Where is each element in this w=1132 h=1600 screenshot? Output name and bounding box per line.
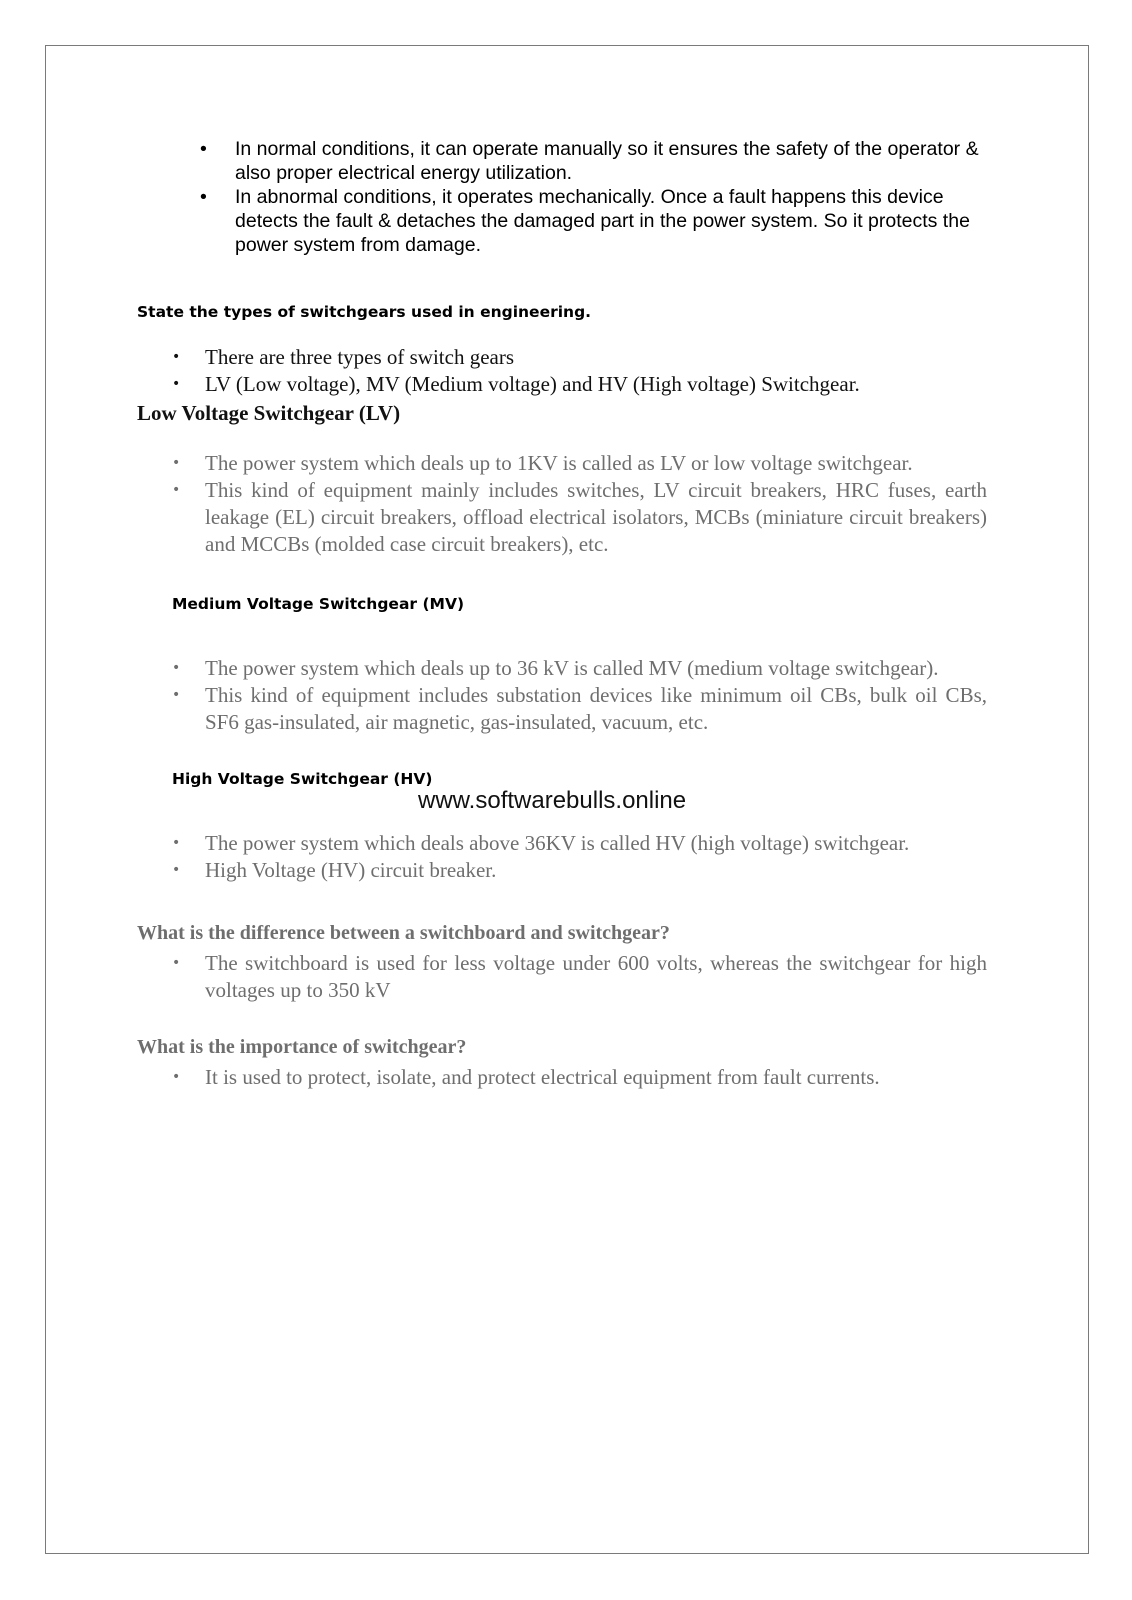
bullet-text: This kind of equipment includes substation devices like minimum oil CBs, bulk oil CBs, SF6 gas-insulated, air magnetic, gas-insulated, vacuum, etc. [205,683,987,734]
bullet-icon: • [172,1069,181,1085]
bullet-text: LV (Low voltage), MV (Medium voltage) and HV (High voltage) Switchgear. [205,372,860,396]
importance-heading: What is the importance of switchgear? [137,1036,467,1058]
watermark-url: www.softwarebulls.online [418,787,687,814]
bullet-text: This kind of equipment mainly includes switches, LV circuit breakers, HRC fuses, earth leakage (EL) circuit breakers, offload electrical isolators, MCBs (miniature circuit breakers) and MCCBs (molded case circuit breakers), etc. [205,478,987,556]
types-heading: State the types of switchgears used in engineering. [137,303,592,321]
list-item [172,830,987,857]
bullet-text: The power system which deals up to 36 kV is called MV (medium voltage switchgear). [205,656,939,680]
list-item [172,682,987,736]
hv-bullet-list [172,830,987,884]
lv-heading: Low Voltage Switchgear (LV) [137,401,401,425]
bullet-text: The power system which deals up to 1KV is called as LV or low voltage switchgear. [205,451,913,475]
importance-bullet-list [172,1064,987,1091]
list-item [172,450,987,477]
bullet-icon: • [172,376,181,392]
difference-bullet-list [172,950,987,1004]
lv-bullet-list [172,450,987,558]
list-item [200,137,1000,185]
bullet-icon: • [172,835,181,851]
bullet-text: High Voltage (HV) circuit breaker. [205,858,497,882]
bullet-text: The power system which deals above 36KV is called HV (high voltage) switchgear. [205,831,910,855]
intro-bullet-list [200,137,1000,257]
list-item [172,857,987,884]
list-item [172,1064,987,1091]
mv-heading: Medium Voltage Switchgear (MV) [172,595,465,613]
bullet-icon: • [172,660,181,676]
list-item [172,344,962,371]
difference-heading: What is the difference between a switchboard and switchgear? [137,922,670,944]
bullet-icon: • [200,186,207,208]
list-item [172,655,987,682]
bullet-text: In abnormal conditions, it operates mechanically. Once a fault happens this device detects the fault & detaches the damaged part in the power system. So it protects the power system from damage. [235,186,970,256]
bullet-text: In normal conditions, it can operate manually so it ensures the safety of the operator & also proper electrical energy utilization. [235,138,979,184]
list-item [172,950,987,1004]
types-bullet-list [172,344,962,398]
bullet-icon: • [172,455,181,471]
list-item [200,185,1000,257]
bullet-icon: • [172,349,181,365]
bullet-text: It is used to protect, isolate, and protect electrical equipment from fault currents. [205,1065,880,1089]
bullet-text: There are three types of switch gears [205,345,515,369]
bullet-icon: • [200,138,207,160]
bullet-icon: • [172,955,181,971]
list-item [172,477,987,558]
list-item [172,371,962,398]
bullet-text: The switchboard is used for less voltage under 600 volts, whereas the switchgear for high voltages up to 350 kV [205,951,987,1002]
hv-heading: High Voltage Switchgear (HV) [172,770,433,788]
bullet-icon: • [172,687,181,703]
bullet-icon: • [172,482,181,498]
mv-bullet-list [172,655,987,736]
bullet-icon: • [172,862,181,878]
